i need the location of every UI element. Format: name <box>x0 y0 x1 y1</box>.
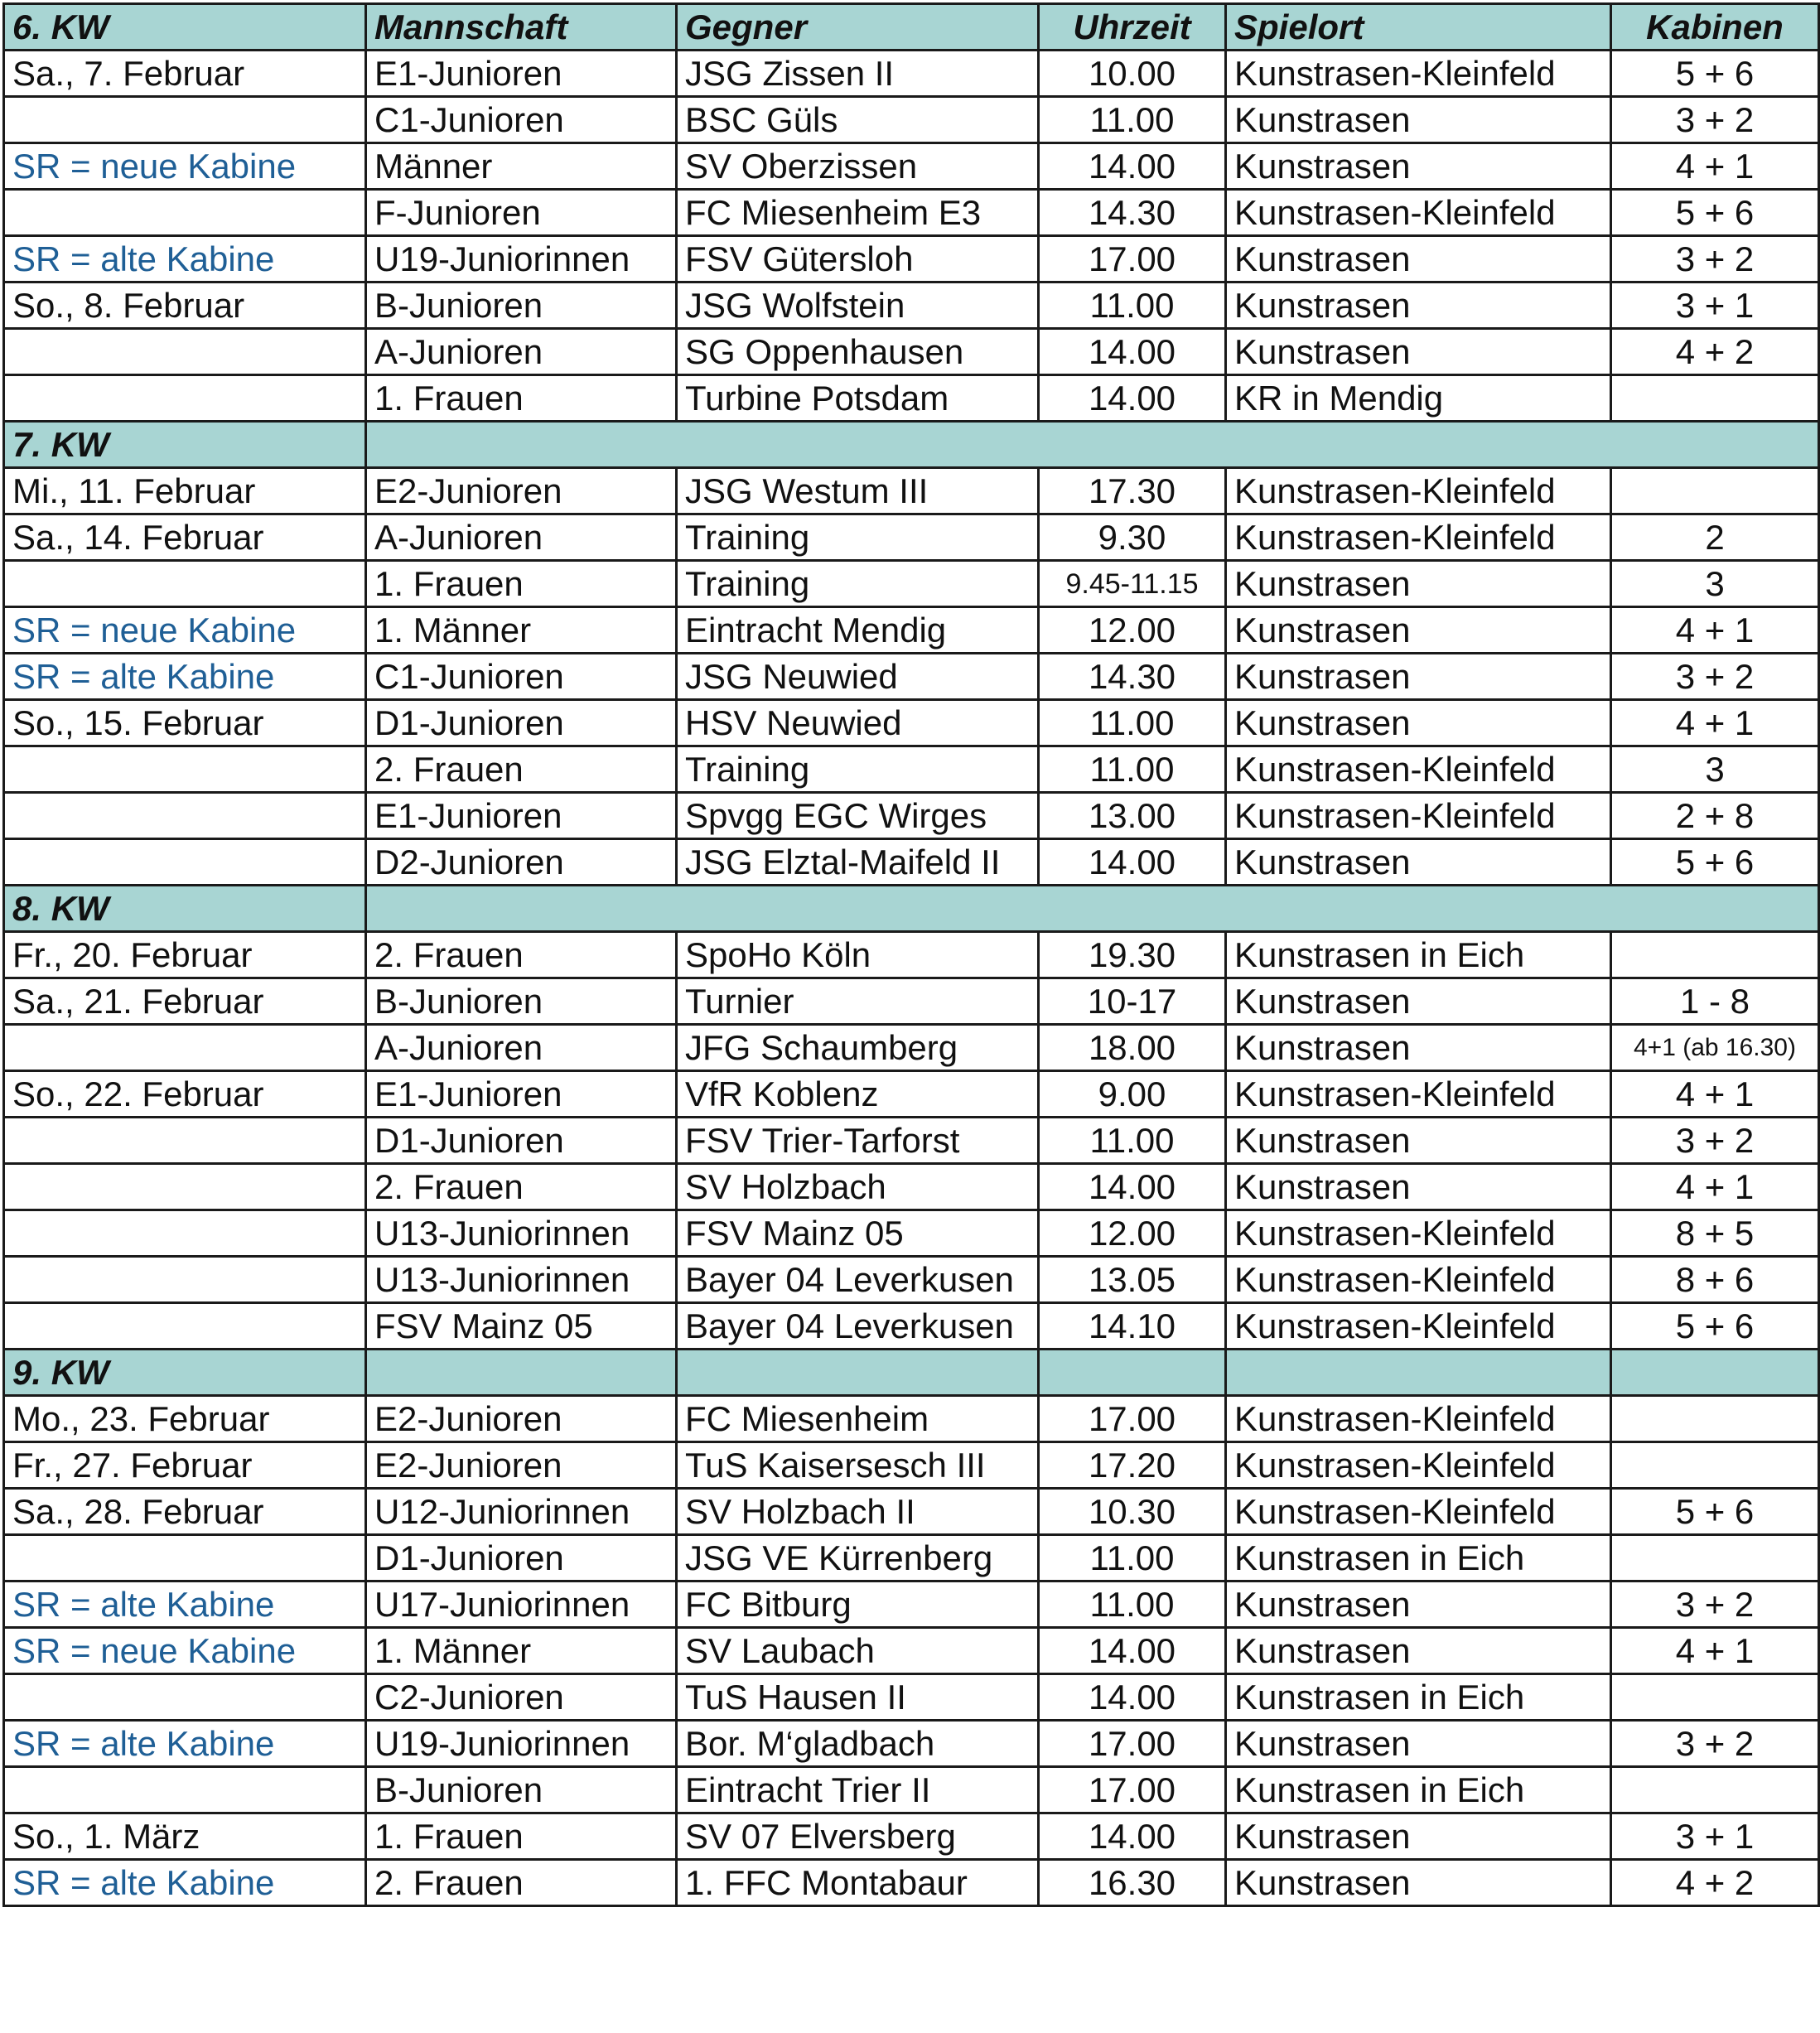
team-cell: E2-Junioren <box>366 1442 677 1489</box>
team-cell: A-Junioren <box>366 329 677 375</box>
day-cell <box>4 1164 366 1210</box>
team-cell: D1-Junioren <box>366 1118 677 1164</box>
week-spacer <box>1611 1350 1819 1396</box>
venue-cell: Kunstrasen-Kleinfeld <box>1226 1071 1611 1118</box>
day-cell <box>4 329 366 375</box>
cabins-cell: 3 + 2 <box>1611 97 1819 143</box>
cabins-cell: 4 + 1 <box>1611 700 1819 746</box>
time-cell: 11.00 <box>1039 1118 1226 1164</box>
week-row <box>4 886 1819 932</box>
opponent-cell: JSG Westum III <box>677 468 1039 514</box>
cabins-cell: 3 + 2 <box>1611 1118 1819 1164</box>
team-cell: U12-Juniorinnen <box>366 1489 677 1535</box>
cabins-cell <box>1611 932 1819 978</box>
team-cell: U17-Juniorinnen <box>366 1581 677 1628</box>
time-cell: 14.00 <box>1039 1164 1226 1210</box>
week-spacer <box>1226 1350 1611 1396</box>
opponent-cell: Training <box>677 746 1039 793</box>
venue-cell: Kunstrasen-Kleinfeld <box>1226 514 1611 561</box>
day-cell <box>4 190 366 236</box>
cabins-cell: 4 + 1 <box>1611 607 1819 654</box>
referee-note: SR = alte Kabine <box>4 236 366 282</box>
opponent-cell: FSV Mainz 05 <box>677 1210 1039 1257</box>
cabins-cell: 2 + 8 <box>1611 793 1819 839</box>
cabins-cell <box>1611 1767 1819 1813</box>
cabins-cell: 4 + 1 <box>1611 1071 1819 1118</box>
week-label: 8. KW <box>4 886 366 932</box>
table-row <box>4 190 1819 236</box>
opponent-cell: JSG Wolfstein <box>677 282 1039 329</box>
cabins-cell: 3 + 2 <box>1611 654 1819 700</box>
table-row <box>4 1118 1819 1164</box>
day-cell <box>4 793 366 839</box>
time-cell: 9.30 <box>1039 514 1226 561</box>
team-cell: 2. Frauen <box>366 932 677 978</box>
venue-cell: Kunstrasen in Eich <box>1226 1535 1611 1581</box>
opponent-cell: 1. FFC Montabaur <box>677 1860 1039 1906</box>
table-row <box>4 1581 1819 1628</box>
venue-cell: Kunstrasen <box>1226 978 1611 1025</box>
opponent-cell: SV Oberzissen <box>677 143 1039 190</box>
header-cabins: Kabinen <box>1611 4 1819 51</box>
venue-cell: Kunstrasen-Kleinfeld <box>1226 746 1611 793</box>
day-cell: Fr., 27. Februar <box>4 1442 366 1489</box>
cabins-cell: 3 + 2 <box>1611 1721 1819 1767</box>
header-venue: Spielort <box>1226 4 1611 51</box>
week-row <box>4 422 1819 468</box>
venue-cell: Kunstrasen <box>1226 1813 1611 1860</box>
week-label: 9. KW <box>4 1350 366 1396</box>
day-cell: Mo., 23. Februar <box>4 1396 366 1442</box>
team-cell: U19-Juniorinnen <box>366 1721 677 1767</box>
opponent-cell: SV Holzbach II <box>677 1489 1039 1535</box>
opponent-cell: Spvgg EGC Wirges <box>677 793 1039 839</box>
opponent-cell: JSG Zissen II <box>677 51 1039 97</box>
time-cell: 14.30 <box>1039 190 1226 236</box>
team-cell: 2. Frauen <box>366 1164 677 1210</box>
referee-note: SR = neue Kabine <box>4 607 366 654</box>
venue-cell: Kunstrasen-Kleinfeld <box>1226 1396 1611 1442</box>
team-cell: B-Junioren <box>366 1767 677 1813</box>
opponent-cell: JSG Neuwied <box>677 654 1039 700</box>
team-cell: Männer <box>366 143 677 190</box>
opponent-cell: SpoHo Köln <box>677 932 1039 978</box>
time-cell: 11.00 <box>1039 97 1226 143</box>
header-team: Mannschaft <box>366 4 677 51</box>
day-cell <box>4 1767 366 1813</box>
day-cell: So., 8. Februar <box>4 282 366 329</box>
header-row <box>4 4 1819 51</box>
time-cell: 11.00 <box>1039 700 1226 746</box>
cabins-cell: 3 + 2 <box>1611 1581 1819 1628</box>
table-row <box>4 978 1819 1025</box>
venue-cell: Kunstrasen <box>1226 236 1611 282</box>
cabins-cell: 4 + 1 <box>1611 143 1819 190</box>
cabins-cell <box>1611 1535 1819 1581</box>
team-cell: C1-Junioren <box>366 654 677 700</box>
time-cell: 16.30 <box>1039 1860 1226 1906</box>
day-cell: Sa., 28. Februar <box>4 1489 366 1535</box>
opponent-cell: Turnier <box>677 978 1039 1025</box>
cabins-cell: 2 <box>1611 514 1819 561</box>
cabins-cell: 4 + 2 <box>1611 329 1819 375</box>
table-row <box>4 607 1819 654</box>
team-cell: E2-Junioren <box>366 1396 677 1442</box>
cabins-cell: 3 <box>1611 746 1819 793</box>
table-row <box>4 468 1819 514</box>
opponent-cell: SV Holzbach <box>677 1164 1039 1210</box>
opponent-cell: Bor. M‘gladbach <box>677 1721 1039 1767</box>
table-row <box>4 1164 1819 1210</box>
cabins-cell <box>1611 1442 1819 1489</box>
table-row <box>4 839 1819 886</box>
time-cell: 12.00 <box>1039 1210 1226 1257</box>
table-row <box>4 329 1819 375</box>
cabins-cell: 5 + 6 <box>1611 839 1819 886</box>
time-cell: 10.00 <box>1039 51 1226 97</box>
venue-cell: Kunstrasen-Kleinfeld <box>1226 190 1611 236</box>
time-cell: 14.00 <box>1039 1674 1226 1721</box>
venue-cell: Kunstrasen in Eich <box>1226 1767 1611 1813</box>
opponent-cell: JSG Elztal-Maifeld II <box>677 839 1039 886</box>
venue-cell: Kunstrasen <box>1226 329 1611 375</box>
table-row <box>4 746 1819 793</box>
opponent-cell: SG Oppenhausen <box>677 329 1039 375</box>
venue-cell: Kunstrasen-Kleinfeld <box>1226 468 1611 514</box>
header-week: 6. KW <box>4 4 366 51</box>
time-cell: 17.00 <box>1039 1767 1226 1813</box>
table-row <box>4 654 1819 700</box>
team-cell: F-Junioren <box>366 190 677 236</box>
venue-cell: Kunstrasen <box>1226 143 1611 190</box>
team-cell: 1. Frauen <box>366 1813 677 1860</box>
day-cell: Fr., 20. Februar <box>4 932 366 978</box>
team-cell: U13-Juniorinnen <box>366 1257 677 1303</box>
team-cell: 1. Frauen <box>366 375 677 422</box>
day-cell <box>4 1210 366 1257</box>
time-cell: 18.00 <box>1039 1025 1226 1071</box>
cabins-cell: 5 + 6 <box>1611 1489 1819 1535</box>
week-label: 7. KW <box>4 422 366 468</box>
venue-cell: Kunstrasen-Kleinfeld <box>1226 1303 1611 1350</box>
day-cell: Sa., 21. Februar <box>4 978 366 1025</box>
header-opponent: Gegner <box>677 4 1039 51</box>
cabins-cell: 3 + 2 <box>1611 236 1819 282</box>
table-row <box>4 932 1819 978</box>
venue-cell: Kunstrasen <box>1226 700 1611 746</box>
week-spacer <box>366 886 1819 932</box>
cabins-cell: 8 + 6 <box>1611 1257 1819 1303</box>
venue-cell: Kunstrasen <box>1226 1721 1611 1767</box>
table-row <box>4 1303 1819 1350</box>
day-cell <box>4 839 366 886</box>
referee-note: SR = alte Kabine <box>4 1581 366 1628</box>
time-cell: 14.00 <box>1039 329 1226 375</box>
time-cell: 14.30 <box>1039 654 1226 700</box>
referee-note: SR = neue Kabine <box>4 1628 366 1674</box>
team-cell: C2-Junioren <box>366 1674 677 1721</box>
table-row <box>4 1674 1819 1721</box>
time-cell: 11.00 <box>1039 282 1226 329</box>
referee-note: SR = alte Kabine <box>4 1860 366 1906</box>
venue-cell: Kunstrasen-Kleinfeld <box>1226 1442 1611 1489</box>
venue-cell: Kunstrasen <box>1226 1118 1611 1164</box>
cabins-cell: 4+1 (ab 16.30) <box>1611 1025 1819 1071</box>
time-cell: 14.00 <box>1039 1813 1226 1860</box>
table-row <box>4 375 1819 422</box>
time-cell: 10.30 <box>1039 1489 1226 1535</box>
venue-cell: Kunstrasen-Kleinfeld <box>1226 1257 1611 1303</box>
table-row <box>4 514 1819 561</box>
table-row <box>4 1489 1819 1535</box>
team-cell: A-Junioren <box>366 1025 677 1071</box>
venue-cell: Kunstrasen-Kleinfeld <box>1226 1210 1611 1257</box>
week-spacer <box>1039 1350 1226 1396</box>
opponent-cell: JSG VE Kürrenberg <box>677 1535 1039 1581</box>
venue-cell: Kunstrasen <box>1226 839 1611 886</box>
table-row <box>4 1210 1819 1257</box>
week-row <box>4 1350 1819 1396</box>
time-cell: 19.30 <box>1039 932 1226 978</box>
team-cell: 2. Frauen <box>366 746 677 793</box>
team-cell: U19-Juniorinnen <box>366 236 677 282</box>
cabins-cell <box>1611 468 1819 514</box>
team-cell: B-Junioren <box>366 978 677 1025</box>
day-cell <box>4 97 366 143</box>
time-cell: 17.00 <box>1039 1396 1226 1442</box>
time-cell: 11.00 <box>1039 1535 1226 1581</box>
venue-cell: Kunstrasen in Eich <box>1226 1674 1611 1721</box>
team-cell: E2-Junioren <box>366 468 677 514</box>
opponent-cell: Eintracht Trier II <box>677 1767 1039 1813</box>
table-row <box>4 1860 1819 1906</box>
cabins-cell: 8 + 5 <box>1611 1210 1819 1257</box>
team-cell: C1-Junioren <box>366 97 677 143</box>
day-cell: Sa., 7. Februar <box>4 51 366 97</box>
time-cell: 17.30 <box>1039 468 1226 514</box>
table-row <box>4 700 1819 746</box>
time-cell: 17.20 <box>1039 1442 1226 1489</box>
time-cell: 12.00 <box>1039 607 1226 654</box>
opponent-cell: BSC Güls <box>677 97 1039 143</box>
week-spacer <box>366 422 1819 468</box>
table-row <box>4 1767 1819 1813</box>
team-cell: D1-Junioren <box>366 700 677 746</box>
cabins-cell <box>1611 1674 1819 1721</box>
opponent-cell: FSV Trier-Tarforst <box>677 1118 1039 1164</box>
cabins-cell: 3 <box>1611 561 1819 607</box>
table-row <box>4 51 1819 97</box>
table-row <box>4 1442 1819 1489</box>
time-cell: 14.00 <box>1039 143 1226 190</box>
team-cell: FSV Mainz 05 <box>366 1303 677 1350</box>
day-cell <box>4 1257 366 1303</box>
schedule-table <box>2 2 1820 1907</box>
day-cell <box>4 561 366 607</box>
cabins-cell: 5 + 6 <box>1611 190 1819 236</box>
table-row <box>4 1396 1819 1442</box>
day-cell: So., 1. März <box>4 1813 366 1860</box>
day-cell <box>4 746 366 793</box>
opponent-cell: Bayer 04 Leverkusen <box>677 1303 1039 1350</box>
venue-cell: Kunstrasen <box>1226 654 1611 700</box>
week-spacer <box>366 1350 677 1396</box>
table-row <box>4 1721 1819 1767</box>
opponent-cell: SV Laubach <box>677 1628 1039 1674</box>
venue-cell: Kunstrasen <box>1226 1860 1611 1906</box>
opponent-cell: Training <box>677 514 1039 561</box>
table-row <box>4 1535 1819 1581</box>
opponent-cell: Eintracht Mendig <box>677 607 1039 654</box>
time-cell: 17.00 <box>1039 236 1226 282</box>
time-cell: 10-17 <box>1039 978 1226 1025</box>
venue-cell: Kunstrasen <box>1226 282 1611 329</box>
time-cell: 9.00 <box>1039 1071 1226 1118</box>
team-cell: 2. Frauen <box>366 1860 677 1906</box>
team-cell: 1. Männer <box>366 607 677 654</box>
venue-cell: Kunstrasen <box>1226 1164 1611 1210</box>
time-cell: 9.45-11.15 <box>1039 561 1226 607</box>
team-cell: B-Junioren <box>366 282 677 329</box>
cabins-cell <box>1611 1396 1819 1442</box>
opponent-cell: Bayer 04 Leverkusen <box>677 1257 1039 1303</box>
day-cell <box>4 1025 366 1071</box>
venue-cell: Kunstrasen <box>1226 561 1611 607</box>
opponent-cell: FC Miesenheim E3 <box>677 190 1039 236</box>
table-row <box>4 236 1819 282</box>
cabins-cell: 4 + 1 <box>1611 1628 1819 1674</box>
table-row <box>4 561 1819 607</box>
day-cell: Mi., 11. Februar <box>4 468 366 514</box>
venue-cell: KR in Mendig <box>1226 375 1611 422</box>
opponent-cell: FC Miesenheim <box>677 1396 1039 1442</box>
opponent-cell: Training <box>677 561 1039 607</box>
time-cell: 14.00 <box>1039 1628 1226 1674</box>
opponent-cell: FC Bitburg <box>677 1581 1039 1628</box>
referee-note: SR = neue Kabine <box>4 143 366 190</box>
team-cell: A-Junioren <box>366 514 677 561</box>
team-cell: 1. Männer <box>366 1628 677 1674</box>
table-row <box>4 1025 1819 1071</box>
venue-cell: Kunstrasen-Kleinfeld <box>1226 793 1611 839</box>
cabins-cell: 3 + 1 <box>1611 1813 1819 1860</box>
day-cell: Sa., 14. Februar <box>4 514 366 561</box>
opponent-cell: HSV Neuwied <box>677 700 1039 746</box>
cabins-cell: 5 + 6 <box>1611 1303 1819 1350</box>
venue-cell: Kunstrasen-Kleinfeld <box>1226 1489 1611 1535</box>
table-row <box>4 1813 1819 1860</box>
opponent-cell: TuS Kaisersesch III <box>677 1442 1039 1489</box>
referee-note: SR = alte Kabine <box>4 654 366 700</box>
team-cell: 1. Frauen <box>366 561 677 607</box>
venue-cell: Kunstrasen-Kleinfeld <box>1226 51 1611 97</box>
opponent-cell: SV 07 Elversberg <box>677 1813 1039 1860</box>
day-cell: So., 22. Februar <box>4 1071 366 1118</box>
table-row <box>4 282 1819 329</box>
header-time: Uhrzeit <box>1039 4 1226 51</box>
table-row <box>4 1628 1819 1674</box>
time-cell: 17.00 <box>1039 1721 1226 1767</box>
opponent-cell: Turbine Potsdam <box>677 375 1039 422</box>
time-cell: 14.10 <box>1039 1303 1226 1350</box>
opponent-cell: FSV Gütersloh <box>677 236 1039 282</box>
opponent-cell: TuS Hausen II <box>677 1674 1039 1721</box>
time-cell: 14.00 <box>1039 839 1226 886</box>
venue-cell: Kunstrasen <box>1226 1025 1611 1071</box>
opponent-cell: VfR Koblenz <box>677 1071 1039 1118</box>
time-cell: 11.00 <box>1039 1581 1226 1628</box>
venue-cell: Kunstrasen <box>1226 1628 1611 1674</box>
team-cell: E1-Junioren <box>366 51 677 97</box>
day-cell: So., 15. Februar <box>4 700 366 746</box>
team-cell: E1-Junioren <box>366 1071 677 1118</box>
table-row <box>4 1071 1819 1118</box>
day-cell <box>4 1118 366 1164</box>
venue-cell: Kunstrasen <box>1226 607 1611 654</box>
cabins-cell: 4 + 2 <box>1611 1860 1819 1906</box>
team-cell: U13-Juniorinnen <box>366 1210 677 1257</box>
table-row <box>4 143 1819 190</box>
table-row <box>4 1257 1819 1303</box>
team-cell: E1-Junioren <box>366 793 677 839</box>
table-row <box>4 793 1819 839</box>
day-cell <box>4 375 366 422</box>
cabins-cell <box>1611 375 1819 422</box>
team-cell: D2-Junioren <box>366 839 677 886</box>
team-cell: D1-Junioren <box>366 1535 677 1581</box>
cabins-cell: 1 - 8 <box>1611 978 1819 1025</box>
referee-note: SR = alte Kabine <box>4 1721 366 1767</box>
time-cell: 13.05 <box>1039 1257 1226 1303</box>
day-cell <box>4 1674 366 1721</box>
day-cell <box>4 1303 366 1350</box>
cabins-cell: 4 + 1 <box>1611 1164 1819 1210</box>
cabins-cell: 3 + 1 <box>1611 282 1819 329</box>
venue-cell: Kunstrasen <box>1226 1581 1611 1628</box>
time-cell: 11.00 <box>1039 746 1226 793</box>
day-cell <box>4 1535 366 1581</box>
time-cell: 14.00 <box>1039 375 1226 422</box>
table-row <box>4 97 1819 143</box>
venue-cell: Kunstrasen <box>1226 97 1611 143</box>
opponent-cell: JFG Schaumberg <box>677 1025 1039 1071</box>
week-spacer <box>677 1350 1039 1396</box>
cabins-cell: 5 + 6 <box>1611 51 1819 97</box>
time-cell: 13.00 <box>1039 793 1226 839</box>
venue-cell: Kunstrasen in Eich <box>1226 932 1611 978</box>
